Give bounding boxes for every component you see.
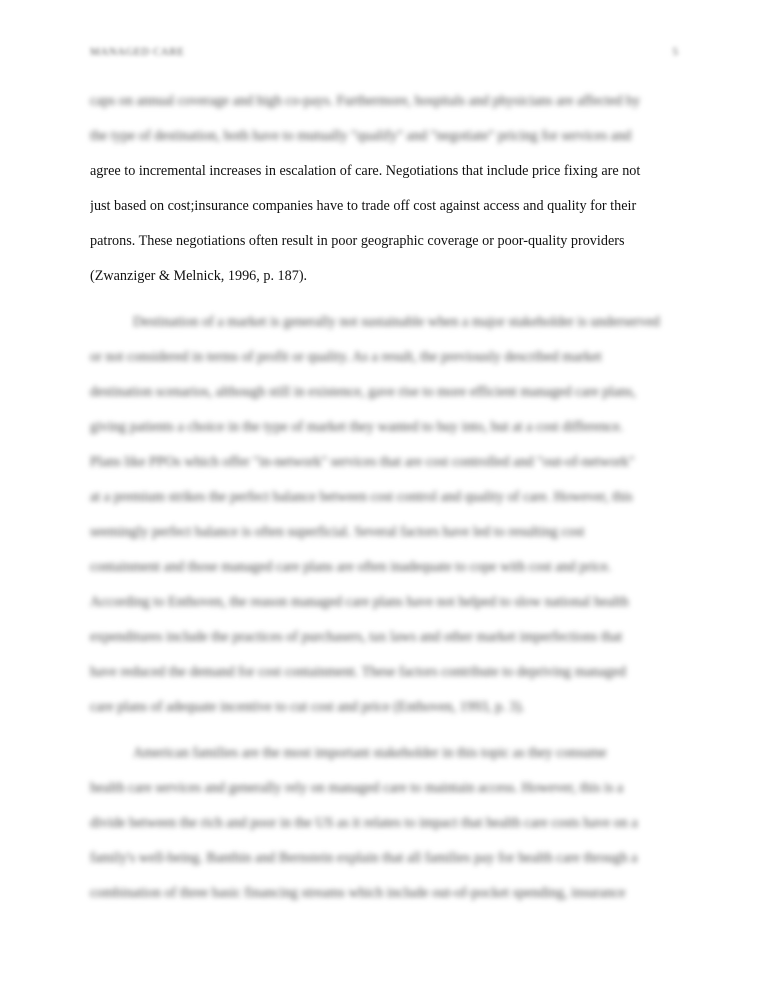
paragraph-line: just based on cost;insurance companies have to trade off cost against access and quality for their	[90, 198, 637, 214]
page-number: 5	[672, 46, 678, 58]
paragraph-line: the type of destination, both have to mutually "qualify" and "negotiate" pricing for services and	[90, 128, 632, 144]
paragraph-line: have reduced the demand for cost containment. These factors contribute to depriving managed	[90, 664, 626, 680]
paragraph-line: containment and those managed care plans are often inadequate to cope with cost and price.	[90, 559, 612, 575]
paragraph-line: Destination of a market is generally not sustainable when a major stakeholder is underserved	[133, 314, 660, 330]
paragraph-line: destination scenarios, although still in existence, gave rise to more efficient managed care plans,	[90, 384, 636, 400]
paragraph-line: divide between the rich and poor in the US as it relates to impact that health care costs have on a	[90, 815, 638, 831]
paragraph-line: at a premium strikes the perfect balance between cost control and quality of care. However, this	[90, 489, 633, 505]
paragraph-line: patrons. These negotiations often result in poor geographic coverage or poor-quality providers	[90, 233, 625, 249]
paragraph-line: According to Enthoven, the reason managed care plans have not helped to slow national health	[90, 594, 629, 610]
paragraph-line: agree to incremental increases in escalation of care. Negotiations that include price fixing are not	[90, 163, 641, 179]
paragraph-line: health care services and generally rely on managed care to maintain access. However, this is a	[90, 780, 624, 796]
paragraph-line: giving patients a choice in the type of market they wanted to buy into, but at a cost difference.	[90, 419, 624, 435]
running-head: MANAGED CARE	[90, 46, 185, 58]
paragraph-line: seemingly perfect balance is often superficial. Several factors have led to resulting cost	[90, 524, 585, 540]
citation-line: (Zwanziger & Melnick, 1996, p. 187).	[90, 268, 308, 284]
paragraph-line: expenditures include the practices of purchasers, tax laws and other market imperfections that	[90, 629, 623, 645]
paragraph-line: care plans of adequate incentive to cut cost and price (Enthoven, 1993, p. 3).	[90, 699, 525, 715]
paragraph-line: combination of three basic financing streams which include out-of-pocket spending, insurance	[90, 885, 626, 901]
paragraph-line: or not considered in terms of profit or quality. As a result, the previously described market	[90, 349, 602, 365]
paragraph-line: caps on annual coverage and high co-pays. Furthermore, hospitals and physicians are affected by	[90, 93, 641, 109]
paragraph-line: Plans like PPOs which offer "in-network" services that are cost controlled and "out-of-network"	[90, 454, 635, 470]
paragraph-line: family's well-being. Banthin and Bernstein explain that all families pay for health care through a	[90, 850, 638, 866]
paragraph-line: American families are the most important stakeholder in this topic as they consume	[133, 745, 607, 761]
